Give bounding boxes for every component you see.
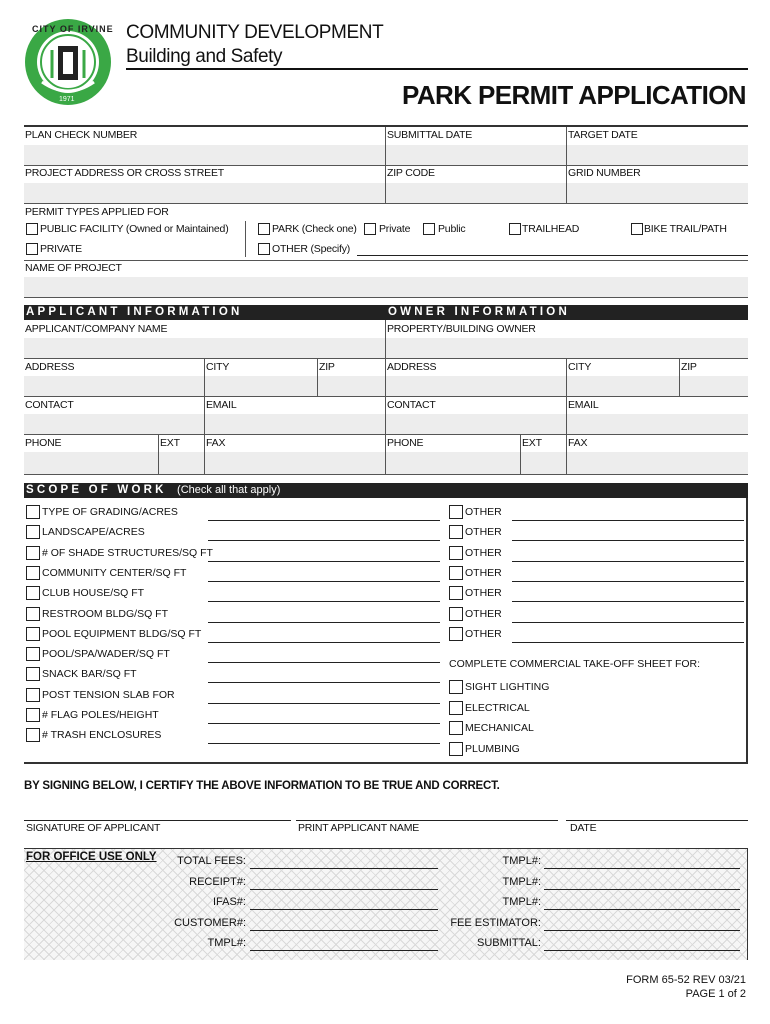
scope-other-label: OTHER: [465, 587, 502, 600]
permit-other[interactable]: [258, 243, 350, 255]
scope-item[interactable]: [26, 546, 213, 560]
permit-trailhead[interactable]: [509, 223, 579, 235]
scope-item-line[interactable]: [208, 682, 440, 683]
bike-trail-checkbox[interactable]: [631, 223, 643, 235]
form-title: PARK PERMIT APPLICATION: [402, 80, 746, 110]
print-name-line[interactable]: [296, 820, 558, 821]
scope-item-label: TYPE OF GRADING/ACRES: [42, 506, 178, 518]
office-field-label: TMPL#:: [502, 875, 541, 888]
takeoff-item[interactable]: [449, 742, 520, 756]
bike-trail-label: BIKE TRAIL/PATH: [644, 223, 727, 235]
other-specify-line[interactable]: [357, 255, 748, 256]
office-field-label: TMPL#:: [207, 937, 246, 949]
applicant-ext-field[interactable]: [159, 452, 204, 474]
scope-other-item[interactable]: [449, 546, 502, 560]
scope-other-item[interactable]: [449, 566, 502, 580]
scope-other-checkbox[interactable]: [449, 505, 463, 519]
private-option-label: Private: [379, 223, 411, 235]
applicant-contact-field[interactable]: [24, 414, 204, 434]
permit-types-label: PERMIT TYPES APPLIED FOR: [25, 206, 169, 218]
permit-public-option[interactable]: [423, 223, 465, 235]
owner-city-field[interactable]: [567, 376, 679, 396]
office-use-box: [24, 848, 748, 960]
scope-item-line[interactable]: [208, 520, 440, 521]
scope-item-checkbox[interactable]: [26, 546, 40, 560]
submittal-date-field[interactable]: [386, 145, 566, 165]
permit-private-option[interactable]: [364, 223, 410, 235]
scope-item[interactable]: [26, 728, 161, 742]
signature-line[interactable]: [24, 820, 291, 821]
zip-code-label: ZIP CODE: [387, 167, 435, 179]
signature-label: SIGNATURE OF APPLICANT: [26, 822, 161, 834]
scope-other-line[interactable]: [512, 520, 744, 521]
applicant-company-field[interactable]: [24, 338, 385, 358]
scope-item-label: LANDSCAPE/ACRES: [42, 526, 145, 539]
grid-number-field[interactable]: [567, 183, 748, 203]
target-date-field[interactable]: [567, 145, 748, 165]
owner-phone-field[interactable]: [386, 452, 520, 474]
page-number: PAGE 1 of 2: [685, 988, 746, 1000]
private-option-checkbox[interactable]: [364, 223, 376, 235]
scope-other-item[interactable]: [449, 525, 502, 539]
applicant-fax-label: FAX: [206, 437, 226, 449]
office-field-line[interactable]: [544, 889, 740, 890]
scope-other-label: OTHER: [465, 546, 502, 559]
public-facility-label: PUBLIC FACILITY (Owned or Maintained): [40, 223, 229, 235]
takeoff-item[interactable]: [449, 701, 530, 715]
scope-item-line[interactable]: [208, 662, 440, 663]
scope-item[interactable]: [26, 505, 178, 519]
takeoff-checkbox[interactable]: [449, 742, 463, 756]
scope-item-line[interactable]: [208, 540, 440, 541]
applicant-phone-label: PHONE: [25, 437, 62, 449]
scope-other-checkbox[interactable]: [449, 525, 463, 539]
plan-check-number-label: PLAN CHECK NUMBER: [25, 129, 138, 141]
office-field-label: TMPL#:: [502, 896, 541, 908]
takeoff-checkbox[interactable]: [449, 680, 463, 694]
scope-item[interactable]: [26, 525, 145, 539]
takeoff-checkbox[interactable]: [449, 701, 463, 715]
office-field-label: SUBMITTAL:: [477, 937, 541, 949]
owner-zip-field[interactable]: [680, 376, 748, 396]
seal-text: CITY OF IRVINE: [32, 24, 114, 34]
scope-other-line[interactable]: [512, 622, 744, 623]
public-option-label: Public: [438, 223, 466, 235]
owner-building-field[interactable]: [386, 338, 748, 358]
office-field-label: RECEIPT#:: [189, 875, 246, 888]
other-specify-checkbox[interactable]: [258, 243, 270, 255]
scope-item[interactable]: [26, 688, 175, 702]
scope-item-label: COMMUNITY CENTER/SQ FT: [42, 566, 187, 579]
applicant-city-field[interactable]: [205, 376, 317, 396]
scope-item-checkbox[interactable]: [26, 525, 40, 539]
scope-other-line[interactable]: [512, 581, 744, 582]
name-of-project-label: NAME OF PROJECT: [25, 262, 122, 274]
owner-fax-field[interactable]: [567, 452, 748, 474]
applicant-phone-field[interactable]: [24, 452, 158, 474]
applicant-fax-field[interactable]: [205, 452, 385, 474]
applicant-zip-field[interactable]: [318, 376, 385, 396]
applicant-email-label: EMAIL: [206, 399, 237, 411]
scope-item-line[interactable]: [208, 601, 440, 602]
office-field-label: FEE ESTIMATOR:: [450, 916, 541, 929]
dept-line-2: Building and Safety: [126, 46, 283, 67]
applicant-heading: [24, 305, 386, 320]
office-field-line[interactable]: [250, 909, 438, 910]
applicant-contact-label: CONTACT: [25, 399, 74, 411]
public-option-checkbox[interactable]: [423, 223, 435, 235]
owner-ext-field[interactable]: [521, 452, 566, 474]
scope-item[interactable]: [26, 627, 201, 641]
scope-item-line[interactable]: [208, 703, 440, 704]
office-field-line[interactable]: [250, 868, 438, 869]
owner-address-field[interactable]: [386, 376, 566, 396]
dept-line-1: COMMUNITY DEVELOPMENT: [126, 22, 384, 43]
owner-zip-label: ZIP: [681, 361, 697, 373]
scope-item-checkbox[interactable]: [26, 647, 40, 661]
office-field-line[interactable]: [544, 868, 740, 869]
project-address-label: PROJECT ADDRESS OR CROSS STREET: [25, 167, 224, 179]
scope-other-item[interactable]: [449, 586, 502, 600]
scope-other-checkbox[interactable]: [449, 546, 463, 560]
scope-item-checkbox[interactable]: [26, 627, 40, 641]
owner-phone-label: PHONE: [387, 437, 424, 449]
office-field-label: CUSTOMER#:: [174, 916, 246, 929]
scope-item-checkbox[interactable]: [26, 667, 40, 681]
takeoff-item[interactable]: [449, 680, 549, 694]
scope-heading-text: SCOPE OF WORK: [26, 484, 167, 496]
owner-building-label: PROPERTY/BUILDING OWNER: [387, 323, 536, 335]
certify-statement: BY SIGNING BELOW, I CERTIFY THE ABOVE INFORMATION TO BE TRUE AND CORRECT.: [24, 780, 500, 792]
scope-item-line[interactable]: [208, 561, 440, 562]
form-number: FORM 65-52 REV 03/21: [626, 974, 746, 986]
scope-other-checkbox[interactable]: [449, 627, 463, 641]
scope-item-checkbox[interactable]: [26, 607, 40, 621]
office-field-line[interactable]: [544, 930, 740, 931]
scope-other-line[interactable]: [512, 601, 744, 602]
owner-heading: [386, 305, 748, 320]
office-field-line[interactable]: [250, 930, 438, 931]
scope-other-item[interactable]: [449, 505, 502, 519]
scope-item-checkbox[interactable]: [26, 586, 40, 600]
scope-item-line[interactable]: [208, 642, 440, 643]
scope-item-label: POOL EQUIPMENT BLDG/SQ FT: [42, 627, 202, 640]
city-seal: [22, 16, 114, 108]
scope-item-label: POST TENSION SLAB FOR: [42, 688, 175, 701]
scope-item-line[interactable]: [208, 622, 440, 623]
scope-other-checkbox[interactable]: [449, 607, 463, 621]
applicant-heading-text: APPLICANT INFORMATION: [26, 306, 243, 318]
public-facility-checkbox[interactable]: [26, 223, 38, 235]
trailhead-checkbox[interactable]: [509, 223, 521, 235]
scope-item-label: RESTROOM BLDG/SQ FT: [42, 607, 169, 620]
owner-heading-text: OWNER INFORMATION: [388, 306, 570, 318]
target-date-label: TARGET DATE: [568, 129, 638, 141]
scope-other-checkbox[interactable]: [449, 586, 463, 600]
scope-item-checkbox[interactable]: [26, 708, 40, 722]
zip-code-field[interactable]: [386, 183, 566, 203]
plan-check-number-field[interactable]: [24, 145, 385, 165]
scope-other-label: OTHER: [465, 566, 502, 579]
office-field-line[interactable]: [250, 950, 438, 951]
owner-city-label: CITY: [568, 361, 592, 373]
scope-item-label: POOL/SPA/WADER/SQ FT: [42, 648, 170, 661]
date-line[interactable]: [566, 820, 748, 821]
applicant-address-field[interactable]: [24, 376, 204, 396]
scope-item-line[interactable]: [208, 743, 440, 744]
scope-other-item[interactable]: [449, 627, 502, 641]
owner-email-field[interactable]: [567, 414, 748, 434]
scope-item[interactable]: [26, 586, 144, 600]
takeoff-label: SIGHT LIGHTING: [465, 681, 550, 693]
scope-item-checkbox[interactable]: [26, 688, 40, 702]
takeoff-item[interactable]: [449, 721, 534, 735]
private-type-checkbox[interactable]: [26, 243, 38, 255]
scope-subheading: (Check all that apply): [177, 484, 281, 496]
takeoff-checkbox[interactable]: [449, 721, 463, 735]
scope-item[interactable]: [26, 647, 170, 661]
scope-item[interactable]: [26, 566, 186, 580]
office-field-line[interactable]: [544, 909, 740, 910]
scope-other-label: OTHER: [465, 506, 502, 518]
permit-park[interactable]: [258, 223, 357, 235]
scope-other-checkbox[interactable]: [449, 566, 463, 580]
name-of-project-field[interactable]: [24, 277, 748, 297]
office-field-line[interactable]: [544, 950, 740, 951]
takeoff-label: PLUMBING: [465, 742, 520, 755]
permit-public-facility[interactable]: [26, 223, 229, 235]
scope-other-label: OTHER: [465, 526, 502, 539]
scope-other-line[interactable]: [512, 540, 744, 541]
scope-item-label: CLUB HOUSE/SQ FT: [42, 587, 145, 600]
private-type-label: PRIVATE: [40, 243, 82, 255]
scope-item-line[interactable]: [208, 581, 440, 582]
other-specify-label: OTHER (Specify): [272, 243, 351, 255]
applicant-company-label: APPLICANT/COMPANY NAME: [25, 323, 168, 335]
scope-item[interactable]: [26, 667, 137, 681]
date-label: DATE: [570, 822, 597, 834]
scope-heading: [24, 483, 748, 498]
owner-email-label: EMAIL: [568, 399, 599, 411]
scope-item[interactable]: [26, 607, 168, 621]
office-field-label: IFAS#:: [212, 896, 246, 908]
trailhead-label: TRAILHEAD: [522, 223, 580, 235]
owner-address-label: ADDRESS: [387, 361, 437, 373]
scope-other-line[interactable]: [512, 561, 744, 562]
applicant-ext-label: EXT: [160, 437, 180, 449]
scope-item-checkbox[interactable]: [26, 728, 40, 742]
park-checkbox[interactable]: [258, 223, 270, 235]
takeoff-label: ELECTRICAL: [465, 701, 530, 714]
owner-fax-label: FAX: [568, 437, 588, 449]
office-field-label: TMPL#:: [502, 855, 541, 867]
scope-item-label: # TRASH ENCLOSURES: [42, 729, 162, 742]
scope-other-label: OTHER: [465, 627, 502, 640]
park-label: PARK (Check one): [272, 223, 357, 235]
scope-item-line[interactable]: [208, 723, 440, 724]
owner-ext-label: EXT: [522, 437, 542, 449]
scope-item-label: # OF SHADE STRUCTURES/SQ FT: [42, 546, 213, 559]
grid-number-label: GRID NUMBER: [568, 167, 641, 179]
scope-other-item[interactable]: [449, 607, 502, 621]
scope-other-line[interactable]: [512, 642, 744, 643]
applicant-zip-label: ZIP: [319, 361, 335, 373]
office-use-heading: FOR OFFICE USE ONLY: [26, 851, 157, 863]
project-block: [24, 125, 748, 299]
scope-item[interactable]: [26, 708, 159, 722]
applicant-address-label: ADDRESS: [25, 361, 75, 373]
contact-block: [24, 320, 748, 476]
scope-item-label: # FLAG POLES/HEIGHT: [42, 709, 159, 721]
permit-private[interactable]: [26, 243, 82, 255]
scope-other-label: OTHER: [465, 607, 502, 620]
applicant-city-label: CITY: [206, 361, 230, 373]
project-address-field[interactable]: [24, 183, 385, 203]
scope-item-checkbox[interactable]: [26, 505, 40, 519]
permit-bike-trail[interactable]: [631, 223, 727, 235]
applicant-email-field[interactable]: [205, 414, 385, 434]
takeoff-heading: COMPLETE COMMERCIAL TAKE-OFF SHEET FOR:: [449, 658, 701, 670]
seal-year: 1971: [59, 96, 75, 103]
print-name-label: PRINT APPLICANT NAME: [298, 822, 420, 834]
owner-contact-field[interactable]: [386, 414, 566, 434]
scope-item-label: SNACK BAR/SQ FT: [42, 668, 137, 681]
submittal-date-label: SUBMITTAL DATE: [387, 129, 473, 141]
office-field-line[interactable]: [250, 889, 438, 890]
scope-item-checkbox[interactable]: [26, 566, 40, 580]
header-rule: [126, 68, 748, 70]
takeoff-label: MECHANICAL: [465, 722, 534, 734]
office-field-label: TOTAL FEES:: [177, 855, 246, 867]
owner-contact-label: CONTACT: [387, 399, 436, 411]
scope-block: [24, 498, 748, 764]
